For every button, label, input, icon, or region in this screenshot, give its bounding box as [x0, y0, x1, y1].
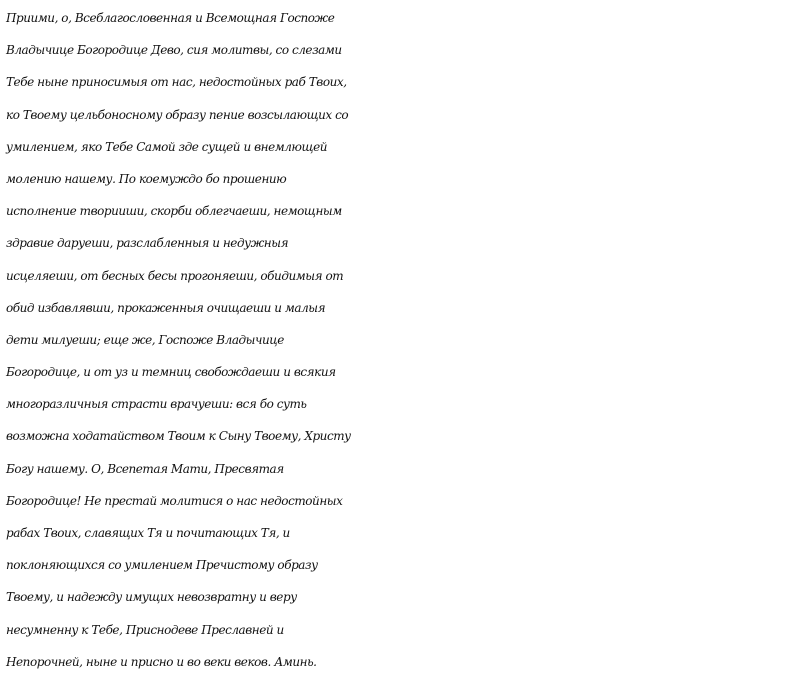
prayer-line-12: Богородице, и от уз и темниц свобождаеши и всякия: [6, 365, 336, 380]
prayer-line-6: молению нашему. По коемуждо бо прошению: [6, 171, 287, 186]
prayer-line-16: Богородице! Не престай молитися о нас недостойных: [6, 493, 343, 508]
prayer-line-5: умилением, яко Тебе Самой зде сущей и внемлющей: [6, 139, 328, 154]
prayer-line-19: Твоему, и надежду имущих невозвратну и веру: [6, 590, 297, 605]
prayer-line-21: Непорочней, ныне и присно и во веки веков. Аминь.: [6, 654, 317, 669]
prayer-line-3: Тебе ныне приносимыя от нас, недостойных раб Твоих,: [6, 75, 347, 90]
prayer-line-4: ко Твоему цельбоносному образу пение возсылающих со: [6, 107, 349, 122]
prayer-line-10: обид избавлявши, прокаженныя очищаеши и малыя: [6, 300, 326, 315]
prayer-line-17: рабах Твоих, славящих Тя и почитающих Тя, и: [6, 526, 290, 540]
prayer-line-1: Приими, о, Всеблагословенная и Всемощная Госпоже: [6, 11, 335, 25]
prayer-line-15: Богу нашему. О, Всепетая Мати, Пресвятая: [6, 461, 284, 476]
prayer-line-18: поклоняющихся со умилением Пречистому образу: [6, 558, 318, 573]
prayer-line-20: несумненну к Тебе, Приснодеве Преславней и: [6, 622, 284, 637]
prayer-line-11: дети милуеши; еще же, Госпоже Владычице: [6, 332, 284, 347]
prayer-line-7: исполнение творииши, скорби облегчаеши, немощным: [6, 204, 342, 219]
prayer-line-9: исцеляеши, от бесных бесы прогоняеши, обидимыя от: [6, 268, 344, 283]
prayer-line-14: возможна ходатайством Твоим к Сыну Твоему, Христу: [6, 429, 351, 444]
prayer-line-2: Владычице Богородице Дево, сия молитвы, со слезами: [6, 43, 342, 58]
prayer-line-8: здравие даруеши, разслабленныя и недужныя: [6, 236, 289, 251]
prayer-line-13: многоразличныя страсти врачуеши: вся бо суть: [6, 397, 307, 412]
prayer-text: [6, 2, 798, 678]
